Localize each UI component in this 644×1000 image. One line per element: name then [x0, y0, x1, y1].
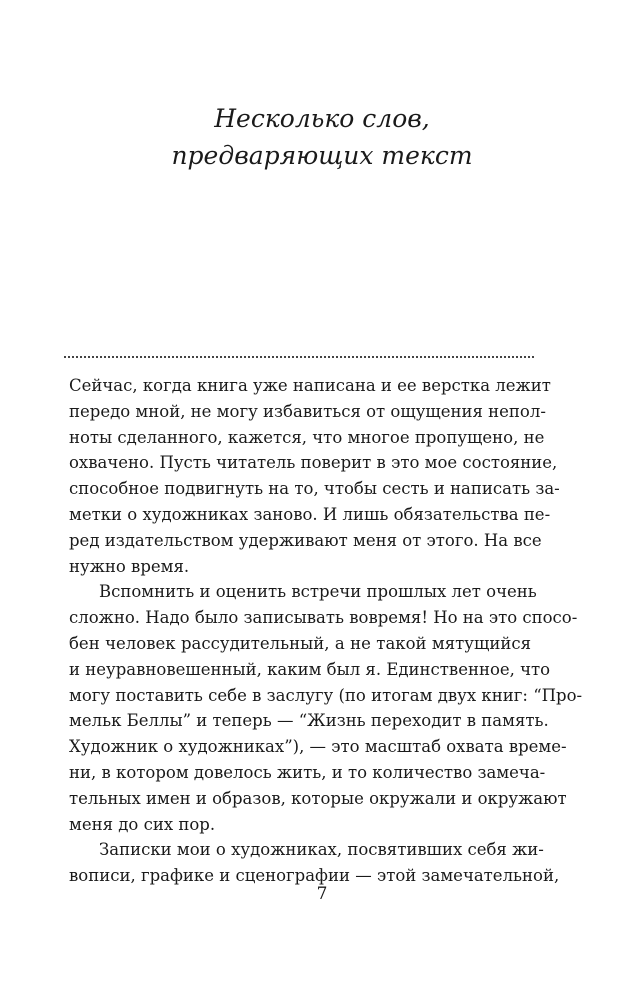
- text-line: и неуравновешенный, каким был я. Единственное, что: [69, 659, 551, 679]
- text-line: метки о художниках заново. И лишь обязательства пе-: [69, 504, 551, 524]
- text-line: Художник о художниках”), — это масштаб охвата време-: [69, 737, 567, 757]
- text-line: охвачено. Пусть читатель поверит в это мое состояние,: [69, 453, 558, 473]
- text-line: могу поставить себе в заслугу (по итогам двух книг: “Про-: [69, 685, 583, 705]
- text-line: ред издательством удерживают меня от этого. На все: [69, 530, 542, 550]
- chapter-title-line-2: предваряющих текст: [171, 141, 473, 170]
- text-line: Записки мои о художниках, посвятивших себя жи-: [99, 840, 544, 860]
- body-text: [69, 373, 583, 889]
- text-line: нужно время.: [69, 556, 190, 576]
- chapter-title-line-1: Несколько слов,: [214, 104, 430, 133]
- text-line: мельк Беллы” и теперь — “Жизнь переходит в память.: [69, 711, 549, 731]
- text-line: бен человек рассудительный, а не такой мятущийся: [69, 633, 531, 653]
- text-line: сложно. Надо было записывать вовремя! Но на это спосо-: [69, 608, 578, 628]
- text-line: Вспомнить и оценить встречи прошлых лет очень: [99, 582, 537, 602]
- text-line: тельных имен и образов, которые окружали и окружают: [69, 788, 567, 808]
- text-line: Сейчас, когда книга уже написана и ее верстка лежит: [69, 376, 551, 395]
- text-line: ни, в котором довелось жить, и то количество замеча-: [69, 762, 546, 782]
- chapter-title: [0, 100, 644, 174]
- text-line: передо мной, не могу избавиться от ощущения непол-: [69, 401, 546, 421]
- text-line: меня до сих пор.: [69, 814, 216, 834]
- text-line: способное подвигнуть на то, чтобы сесть и написать за-: [69, 479, 560, 499]
- dotted-divider: [64, 356, 534, 358]
- text-line: ноты сделанного, кажется, что многое пропущено, не: [69, 427, 545, 447]
- text-line: вописи, графике и сценографии — этой замечательной,: [69, 866, 560, 886]
- page-number: 7: [316, 884, 328, 904]
